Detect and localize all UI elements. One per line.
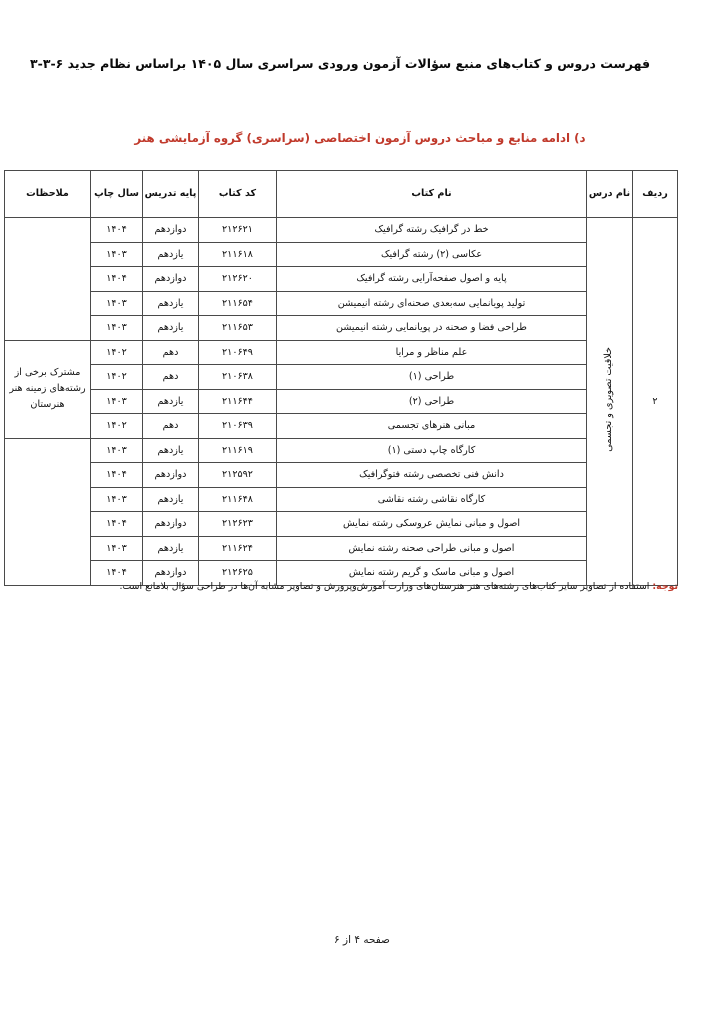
table-row xyxy=(5,242,678,267)
column-header-book-code: کد کتاب xyxy=(199,171,277,218)
page-title: فهرست دروس و کتاب‌های منبع سؤالات آزمون ورودی سراسری سال ۱۴۰۵ براساس نظام جدید ۶-۳-۳ xyxy=(29,56,651,71)
grade-cell: دوازدهم xyxy=(143,218,199,243)
book-name-cell: عکاسی (۲) رشته گرافیک xyxy=(277,242,587,267)
remarks-cell-empty-bottom xyxy=(5,438,91,585)
table-header xyxy=(5,171,678,218)
footnote-label: توجه: xyxy=(652,581,678,592)
section-subtitle: د) ادامه منابع و مباحث دروس آزمون اختصاصی (سراسری) گروه آزمایشی هنر xyxy=(134,131,586,145)
table-row xyxy=(5,340,678,365)
grade-cell: دوازدهم xyxy=(143,561,199,586)
column-header-book-name: نام کتاب xyxy=(277,171,587,218)
book-code-cell: ۲۱۱۶۵۳ xyxy=(199,316,277,341)
book-code-cell: ۲۱۱۶۱۸ xyxy=(199,242,277,267)
grade-cell: دهم xyxy=(143,365,199,390)
grade-cell: دوازدهم xyxy=(143,463,199,488)
book-name-cell: دانش فنی تخصصی رشته فتوگرافیک xyxy=(277,463,587,488)
print-year-cell: ۱۴۰۳ xyxy=(91,487,143,512)
print-year-cell: ۱۴۰۳ xyxy=(91,536,143,561)
table-row xyxy=(5,438,678,463)
grade-cell: یازدهم xyxy=(143,389,199,414)
book-code-cell: ۲۱۲۶۲۰ xyxy=(199,267,277,292)
remarks-cell: مشترک برخی از رشته‌های زمینه هنر هنرستان xyxy=(5,340,91,438)
column-header-remarks: ملاحظات xyxy=(5,171,91,218)
print-year-cell: ۱۴۰۲ xyxy=(91,340,143,365)
table-row xyxy=(5,267,678,292)
book-name-cell: اصول و مبانی نمایش عروسکی رشته نمایش xyxy=(277,512,587,537)
table-row xyxy=(5,291,678,316)
grade-cell: دهم xyxy=(143,414,199,439)
book-name-cell: طراحی فضا و صحنه در پویانمایی رشته انیمیشن xyxy=(277,316,587,341)
table-row xyxy=(5,414,678,439)
print-year-cell: ۱۴۰۴ xyxy=(91,463,143,488)
book-code-cell: ۲۱۱۶۴۸ xyxy=(199,487,277,512)
book-name-cell: طراحی (۲) xyxy=(277,389,587,414)
subject-label: خلاقیت تصویری و تجسمی xyxy=(603,347,615,453)
table-row xyxy=(5,389,678,414)
book-name-cell: طراحی (۱) xyxy=(277,365,587,390)
column-header-radif: ردیف xyxy=(633,171,678,218)
print-year-cell: ۱۴۰۴ xyxy=(91,218,143,243)
remarks-cell-empty-top xyxy=(5,218,91,341)
book-code-cell: ۲۱۱۶۴۴ xyxy=(199,389,277,414)
book-name-cell: کارگاه نقاشی رشته نقاشی xyxy=(277,487,587,512)
print-year-cell: ۱۴۰۳ xyxy=(91,291,143,316)
book-name-cell: مبانی هنرهای تجسمی xyxy=(277,414,587,439)
book-code-cell: ۲۱۰۶۳۹ xyxy=(199,414,277,439)
book-code-cell: ۲۱۲۶۲۵ xyxy=(199,561,277,586)
grade-cell: یازدهم xyxy=(143,291,199,316)
page-number: صفحه ۴ از ۶ xyxy=(334,934,390,946)
subject-cell xyxy=(587,218,633,586)
book-name-cell: علم مناظر و مرایا xyxy=(277,340,587,365)
table-body xyxy=(5,218,678,586)
table-header-row xyxy=(5,171,678,218)
footnote-text: استفاده از تصاویر سایر کتاب‌های رشته‌های هنر هنرستان‌های وزارت آموزش‌وپرورش و تصاویر مشابه آن‌ها در طراحی سؤال بلامانع است. xyxy=(119,581,650,592)
grade-cell: دوازدهم xyxy=(143,267,199,292)
table-row xyxy=(5,487,678,512)
print-year-cell: ۱۴۰۳ xyxy=(91,242,143,267)
book-code-cell: ۲۱۱۶۵۴ xyxy=(199,291,277,316)
grade-cell: دوازدهم xyxy=(143,512,199,537)
print-year-cell: ۱۴۰۲ xyxy=(91,414,143,439)
book-code-cell: ۲۱۱۶۱۹ xyxy=(199,438,277,463)
sources-table xyxy=(4,170,678,586)
table-row xyxy=(5,365,678,390)
grade-cell: یازدهم xyxy=(143,536,199,561)
row-index-cell: ۲ xyxy=(633,218,678,586)
grade-cell: یازدهم xyxy=(143,242,199,267)
print-year-cell: ۱۴۰۴ xyxy=(91,512,143,537)
book-code-cell: ۲۱۰۶۳۸ xyxy=(199,365,277,390)
book-code-cell: ۲۱۱۶۲۴ xyxy=(199,536,277,561)
book-name-cell: خط در گرافیک رشته گرافیک xyxy=(277,218,587,243)
table-row xyxy=(5,218,678,243)
book-code-cell: ۲۱۲۶۲۳ xyxy=(199,512,277,537)
table-row xyxy=(5,463,678,488)
column-header-print-year: سال چاپ xyxy=(91,171,143,218)
column-header-grade: پایه تدریس xyxy=(143,171,199,218)
sources-table-container xyxy=(9,170,678,586)
column-header-subject: نام درس xyxy=(587,171,633,218)
book-name-cell: پایه و اصول صفحه‌آرایی رشته گرافیک xyxy=(277,267,587,292)
grade-cell: یازدهم xyxy=(143,438,199,463)
table-row xyxy=(5,316,678,341)
book-name-cell: اصول و مبانی طراحی صحنه رشته نمایش xyxy=(277,536,587,561)
grade-cell: یازدهم xyxy=(143,316,199,341)
table-row xyxy=(5,536,678,561)
grade-cell: یازدهم xyxy=(143,487,199,512)
book-name-cell: اصول و مبانی ماسک و گریم رشته نمایش xyxy=(277,561,587,586)
footnote xyxy=(44,580,678,594)
print-year-cell: ۱۴۰۲ xyxy=(91,365,143,390)
book-code-cell: ۲۱۰۶۴۹ xyxy=(199,340,277,365)
book-code-cell: ۲۱۲۵۹۲ xyxy=(199,463,277,488)
print-year-cell: ۱۴۰۳ xyxy=(91,389,143,414)
print-year-cell: ۱۴۰۳ xyxy=(91,316,143,341)
print-year-cell: ۱۴۰۳ xyxy=(91,438,143,463)
table-row xyxy=(5,512,678,537)
print-year-cell: ۱۴۰۴ xyxy=(91,561,143,586)
book-name-cell: تولید پویانمایی سه‌بعدی صحنه‌ای رشته انیمیشن xyxy=(277,291,587,316)
grade-cell: دهم xyxy=(143,340,199,365)
print-year-cell: ۱۴۰۴ xyxy=(91,267,143,292)
book-code-cell: ۲۱۲۶۲۱ xyxy=(199,218,277,243)
book-name-cell: کارگاه چاپ دستی (۱) xyxy=(277,438,587,463)
